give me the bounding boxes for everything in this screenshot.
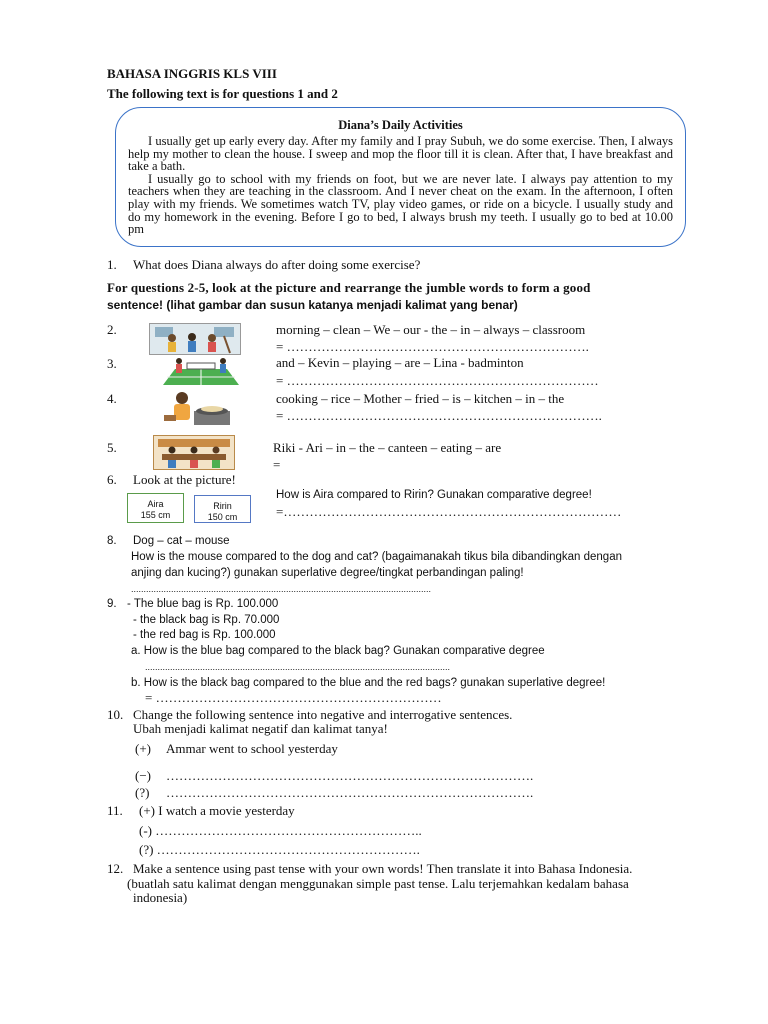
- question-12-line-3: indonesia): [133, 890, 188, 905]
- ririn-height-box: [194, 495, 251, 523]
- blue-bag-price: - The blue bag is Rp. 100.000: [127, 598, 279, 610]
- red-bag-price: - the red bag is Rp. 100.000: [133, 629, 276, 641]
- question-1-number: 1.: [107, 257, 117, 272]
- question-12-line-2: (buatlah satu kalimat dengan menggunakan simple past tense. Lalu terjemahkan kedalam bahasa: [127, 876, 629, 891]
- question-3-jumble-words: and – Kevin – playing – are – Lina - badminton: [276, 355, 524, 370]
- question-2-number: 2.: [107, 322, 117, 337]
- cooking-picture: [158, 389, 238, 429]
- section-intro: The following text is for questions 1 and 2: [107, 86, 338, 101]
- reading-paragraph-1: I usually get up early every day. After my family and I pray Subuh, we do some exercise. Then, I always help my mother to clean the house. I sweep and mop the floor till it is clean. After that, I have breakfast and take a bath.: [128, 134, 673, 174]
- question-8-title: Dog – cat – mouse: [133, 535, 230, 547]
- ririn-height: 150 cm: [207, 512, 238, 522]
- question-9b-answer-line[interactable]: = …………………………………………………………: [145, 690, 442, 705]
- instruction-line-2: sentence! (lihat gambar dan susun katanya menjadi kalimat yang benar): [107, 298, 518, 312]
- question-5-answer-line[interactable]: =: [273, 457, 281, 472]
- question-9b-text: b. How is the black bag compared to the blue and the red bags? gunakan superlative degree!: [131, 677, 606, 689]
- question-10-minus-sign: (−): [135, 768, 151, 783]
- question-10-plus-sign: (+): [135, 741, 151, 756]
- question-1-text: What does Diana always do after doing some exercise?: [133, 257, 421, 272]
- question-11-sentence: (+) I watch a movie yesterday: [139, 803, 295, 818]
- question-6-prompt: How is Aira compared to Ririn? Gunakan comparative degree!: [276, 489, 592, 501]
- reading-title: Diana’s Daily Activities: [338, 118, 463, 132]
- badminton-picture: [157, 355, 245, 387]
- question-10-line-2: Ubah menjadi kalimat negatif dan kalimat tanya!: [133, 721, 388, 736]
- classroom-cleaning-picture: [149, 323, 241, 355]
- question-3-answer-line[interactable]: = ………………………………………………………………: [276, 373, 599, 388]
- aira-name: Aira: [147, 499, 164, 509]
- question-6-answer-line[interactable]: =……………………………………………………………………: [276, 504, 622, 519]
- question-8-answer-line[interactable]: ........................................................................................................................: [131, 584, 432, 594]
- question-10-question-sign: (?): [135, 785, 150, 800]
- question-10-negative-answer[interactable]: ………………………………………………………………………….: [166, 768, 534, 783]
- aira-height: 155 cm: [140, 510, 171, 520]
- page-title: BAHASA INGGRIS KLS VIII: [107, 66, 277, 81]
- question-3-number: 3.: [107, 356, 117, 371]
- aira-height-box: [127, 493, 184, 523]
- question-12-number: 12.: [107, 861, 124, 876]
- ririn-name: Ririn: [213, 501, 232, 511]
- question-8-line-2: anjing dan kucing?) gunakan superlative degree/tingkat perbandingan paling!: [131, 567, 524, 579]
- question-11-number: 11.: [107, 803, 123, 818]
- question-2-jumble-words: morning – clean – We – our - the – in – always – classroom: [276, 322, 586, 337]
- question-11-negative-answer[interactable]: (-) ……………………………………………………..: [139, 823, 422, 838]
- question-5-jumble-words: Riki - Ari – in – the – canteen – eating – are: [273, 440, 502, 455]
- question-10-number: 10.: [107, 707, 124, 722]
- question-12-line-1: Make a sentence using past tense with your own words! Then translate it into Bahasa Indonesia.: [133, 861, 633, 876]
- question-9a-answer-line[interactable]: ..........................................................................................................................: [145, 662, 451, 672]
- black-bag-price: - the black bag is Rp. 70.000: [133, 614, 280, 626]
- question-4-answer-line[interactable]: = ……………………………………………………………….: [276, 408, 602, 423]
- question-10-line-1: Change the following sentence into negative and interrogative sentences.: [133, 707, 513, 722]
- question-4-jumble-words: cooking – rice – Mother – fried – is – kitchen – in – the: [276, 391, 565, 406]
- question-5-number: 5.: [107, 440, 117, 455]
- question-10-interrogative-answer[interactable]: ………………………………………………………………………….: [166, 785, 534, 800]
- question-6-text: Look at the picture!: [133, 472, 236, 487]
- question-8-line-1: How is the mouse compared to the dog and cat? (bagaimanakah tikus bila dibandingkan dengan: [131, 551, 622, 563]
- question-8-number: 8.: [107, 535, 117, 547]
- canteen-picture: [153, 435, 235, 470]
- reading-paragraph-2: I usually go to school with my friends on foot, but we are never late. I always pay attention to my teachers when they are teaching in the classroom. And I never cheat on the exam. In the afternoon, I often play with my friends. We sometimes watch TV, play video games, or ride on a bicycle. I usually study and do my homework in the evening. Before I go to bed, I always brush my teeth. I usually go to bed at 10.00 pm: [128, 171, 673, 237]
- question-9a-text: a. How is the blue bag compared to the black bag? Gunakan comparative degree: [131, 645, 545, 657]
- instruction-line-1: For questions 2-5, look at the picture and rearrange the jumble words to form a good: [107, 280, 591, 295]
- question-6-number: 6.: [107, 472, 117, 487]
- reading-body: [128, 135, 673, 236]
- question-2-answer-line[interactable]: = …………………………………………………………….: [276, 339, 589, 354]
- reading-text-box: [115, 107, 686, 247]
- question-4-number: 4.: [107, 391, 117, 406]
- question-11-interrogative-answer[interactable]: (?) …………………………………………………….: [139, 842, 420, 857]
- question-9-number: 9.: [107, 598, 117, 610]
- question-10-sentence: Ammar went to school yesterday: [166, 741, 338, 756]
